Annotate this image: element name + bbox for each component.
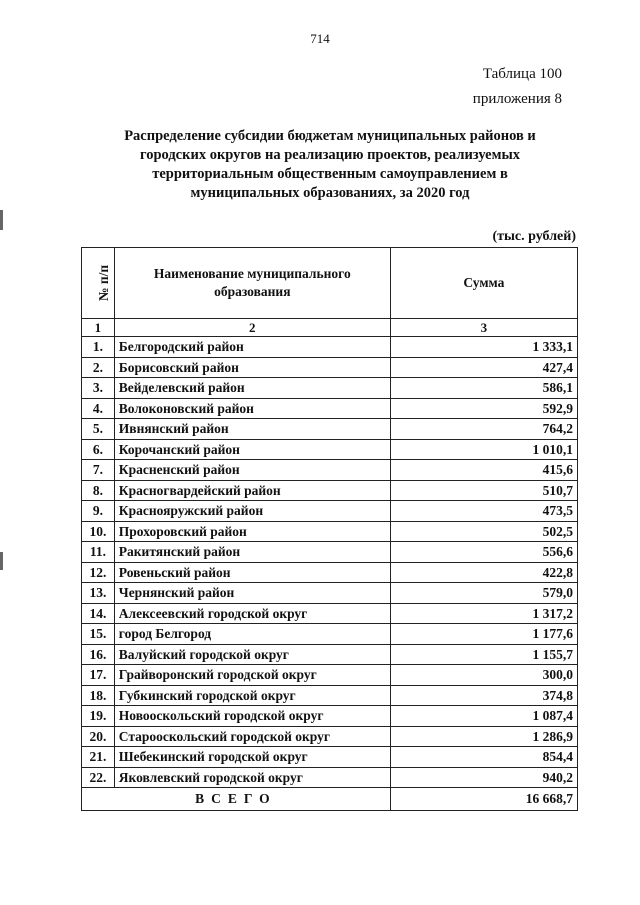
table-row <box>82 624 578 645</box>
header-number <box>82 248 115 319</box>
row-sum: 415,6 <box>390 460 577 481</box>
row-name: Ивнянский район <box>114 419 390 440</box>
column-index: 1 <box>82 319 115 337</box>
table-reference-line: приложения 8 <box>472 91 562 107</box>
table-row <box>82 521 578 542</box>
total-label: ВСЕГО <box>82 788 391 811</box>
row-sum: 1 333,1 <box>390 337 577 358</box>
row-number: 11. <box>82 542 115 563</box>
page-number: 714 <box>310 31 330 46</box>
row-name: Алексеевский городской округ <box>114 603 390 624</box>
row-name: Белгородский район <box>114 337 390 358</box>
row-name: Красненский район <box>114 460 390 481</box>
table-reference <box>473 62 562 112</box>
table-row <box>82 644 578 665</box>
row-number: 2. <box>82 357 115 378</box>
row-number: 19. <box>82 706 115 727</box>
row-name: Борисовский район <box>114 357 390 378</box>
document-title <box>95 127 565 203</box>
row-number: 10. <box>82 521 115 542</box>
row-number: 8. <box>82 480 115 501</box>
header-number-label: № п/п <box>96 264 112 302</box>
table-row <box>82 747 578 768</box>
row-name: Вейделевский район <box>114 378 390 399</box>
row-name: Корочанский район <box>114 439 390 460</box>
row-number: 9. <box>82 501 115 522</box>
title-line: территориальным общественным самоуправлением в <box>152 166 508 182</box>
row-name: Валуйский городской округ <box>114 644 390 665</box>
row-sum: 592,9 <box>390 398 577 419</box>
table-row <box>82 685 578 706</box>
title-line: Распределение субсидии бюджетам муниципальных районов и <box>124 128 536 144</box>
title-line: городских округов на реализацию проектов, реализуемых <box>139 147 521 163</box>
row-sum: 579,0 <box>390 583 577 604</box>
row-sum: 764,2 <box>390 419 577 440</box>
row-sum: 556,6 <box>390 542 577 563</box>
table-row <box>82 767 578 788</box>
table-row <box>82 460 578 481</box>
row-number: 18. <box>82 685 115 706</box>
row-number: 4. <box>82 398 115 419</box>
row-sum: 1 286,9 <box>390 726 577 747</box>
row-sum: 940,2 <box>390 767 577 788</box>
row-sum: 510,7 <box>390 480 577 501</box>
table-row <box>82 398 578 419</box>
table-row <box>82 419 578 440</box>
row-sum: 1 177,6 <box>390 624 577 645</box>
row-sum: 854,4 <box>390 747 577 768</box>
table-row <box>82 665 578 686</box>
header-sum: Сумма <box>390 248 577 319</box>
header-name-line: образования <box>214 284 291 299</box>
row-number: 14. <box>82 603 115 624</box>
margin-mark-top <box>0 210 3 230</box>
header-row <box>82 248 578 319</box>
row-sum: 374,8 <box>390 685 577 706</box>
row-number: 1. <box>82 337 115 358</box>
row-number: 17. <box>82 665 115 686</box>
table-row <box>82 706 578 727</box>
row-number: 5. <box>82 419 115 440</box>
table-row <box>82 378 578 399</box>
column-index: 2 <box>114 319 390 337</box>
row-sum: 427,4 <box>390 357 577 378</box>
row-name: Грайворонский городской округ <box>114 665 390 686</box>
row-sum: 1 317,2 <box>390 603 577 624</box>
row-sum: 422,8 <box>390 562 577 583</box>
table-row <box>82 439 578 460</box>
row-number: 15. <box>82 624 115 645</box>
header-name <box>114 248 390 319</box>
header-name-line: Наименование муниципального <box>153 266 351 281</box>
row-name: город Белгород <box>114 624 390 645</box>
table-row <box>82 501 578 522</box>
row-sum: 300,0 <box>390 665 577 686</box>
units-label: (тыс. рублей) <box>492 229 576 244</box>
table-reference-line: Таблица 100 <box>482 66 562 82</box>
margin-mark-bottom <box>0 552 3 570</box>
row-sum: 473,5 <box>390 501 577 522</box>
table-row <box>82 583 578 604</box>
row-number: 20. <box>82 726 115 747</box>
column-index-row <box>82 319 578 337</box>
row-name: Чернянский район <box>114 583 390 604</box>
row-name: Красногвардейский район <box>114 480 390 501</box>
total-sum: 16 668,7 <box>390 788 577 811</box>
row-name: Яковлевский городской округ <box>114 767 390 788</box>
row-sum: 1 087,4 <box>390 706 577 727</box>
row-name: Губкинский городской округ <box>114 685 390 706</box>
column-index: 3 <box>390 319 577 337</box>
table-row <box>82 357 578 378</box>
row-number: 6. <box>82 439 115 460</box>
row-number: 12. <box>82 562 115 583</box>
row-name: Ракитянский район <box>114 542 390 563</box>
subsidy-table <box>81 247 578 811</box>
row-name: Ровеньский район <box>114 562 390 583</box>
row-name: Прохоровский район <box>114 521 390 542</box>
row-number: 13. <box>82 583 115 604</box>
row-name: Шебекинский городской округ <box>114 747 390 768</box>
row-number: 16. <box>82 644 115 665</box>
row-number: 3. <box>82 378 115 399</box>
table-row <box>82 603 578 624</box>
row-sum: 1 155,7 <box>390 644 577 665</box>
title-line: муниципальных образованиях, за 2020 год <box>190 185 470 201</box>
row-sum: 502,5 <box>390 521 577 542</box>
row-number: 7. <box>82 460 115 481</box>
table-row <box>82 726 578 747</box>
table-row <box>82 562 578 583</box>
row-name: Новооскольский городской округ <box>114 706 390 727</box>
row-name: Волоконовский район <box>114 398 390 419</box>
table-row <box>82 542 578 563</box>
table-row <box>82 480 578 501</box>
row-sum: 586,1 <box>390 378 577 399</box>
row-name: Старооскольский городской округ <box>114 726 390 747</box>
row-number: 22. <box>82 767 115 788</box>
row-number: 21. <box>82 747 115 768</box>
total-row <box>82 788 578 811</box>
row-sum: 1 010,1 <box>390 439 577 460</box>
row-name: Краснояружский район <box>114 501 390 522</box>
table-row <box>82 337 578 358</box>
